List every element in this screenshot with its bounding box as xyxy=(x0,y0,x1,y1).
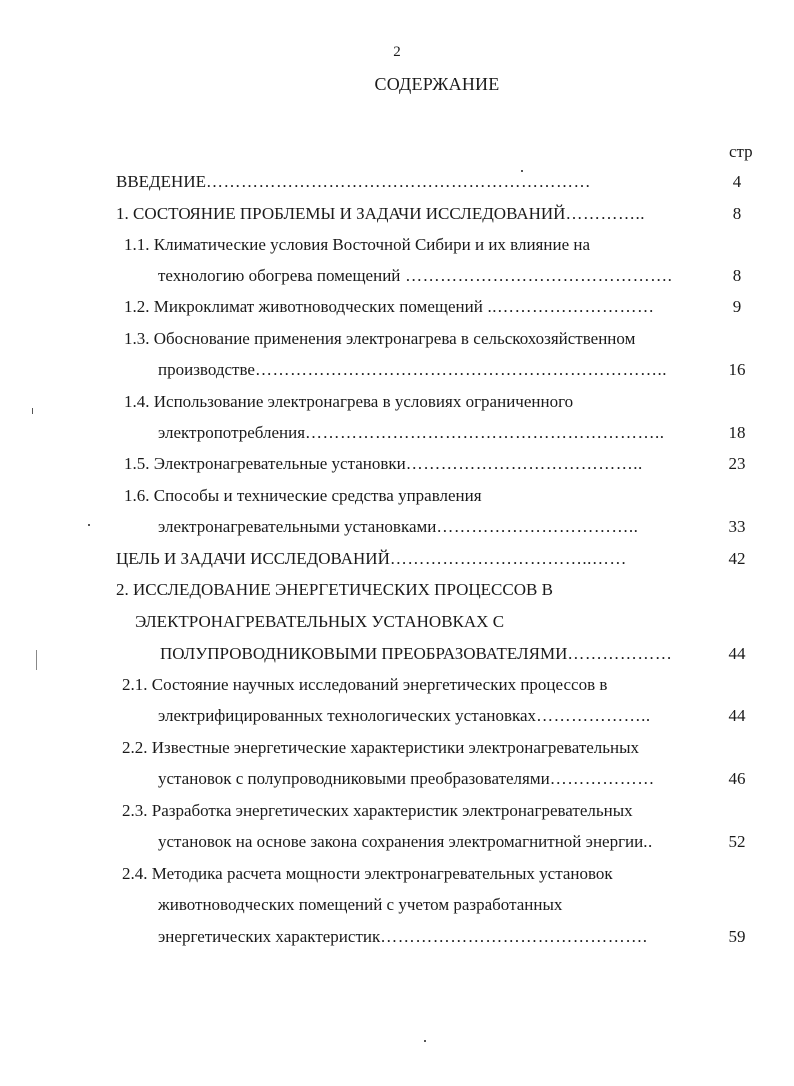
toc-entry-2-3[interactable] xyxy=(122,800,710,822)
dot-leader: …………………………………………………………….. xyxy=(254,360,667,379)
scan-speck xyxy=(521,170,523,172)
scan-speck xyxy=(88,524,90,526)
toc-entry-text: 1.1. Климатические условия Восточной Сибири и их влияние на xyxy=(124,235,591,254)
toc-entry-introduction[interactable] xyxy=(116,171,710,193)
page-column-header: стр xyxy=(729,142,753,161)
toc-entry-text: 2.4. Методика расчета мощности электронагревательных установок xyxy=(122,864,613,883)
toc-entry-2-1-cont[interactable] xyxy=(158,705,710,727)
toc-entry-2-2[interactable] xyxy=(122,737,710,759)
toc-page-number: 9 xyxy=(732,297,742,316)
toc-entry-text: производстве xyxy=(158,360,255,379)
toc-entry-1-4-cont[interactable] xyxy=(158,422,710,444)
dot-leader: ………………………………………. xyxy=(400,266,673,285)
toc-entry-1-4[interactable] xyxy=(124,391,710,413)
toc-entry-2-4[interactable] xyxy=(122,863,710,885)
toc-entry-2-1[interactable] xyxy=(122,674,710,696)
dot-leader: …………………………………………………….. xyxy=(305,423,665,442)
toc-entry-text: 2.1. Состояние научных исследований энергетических процессов в xyxy=(122,675,608,694)
toc-entry-text: 1.3. Обоснование применения электронагрева в сельскохозяйственном xyxy=(124,329,636,348)
dot-leader: ……………………………..…… xyxy=(389,549,627,568)
toc-entry-text: 1.4. Использование электронагрева в условиях ограниченного xyxy=(124,392,574,411)
scan-speck xyxy=(36,650,37,670)
dot-leader: .. xyxy=(643,832,653,851)
toc-entry-goals[interactable] xyxy=(116,548,710,570)
toc-entry-2-4-cont2[interactable] xyxy=(158,926,710,948)
toc-entry-text: 2.2. Известные энергетические характеристики электронагревательных xyxy=(122,738,640,757)
page-number: 2 xyxy=(393,44,401,60)
toc-entry-text: энергетических характеристик xyxy=(158,927,381,946)
toc-entry-1-1[interactable] xyxy=(124,234,710,256)
toc-page-number: 59 xyxy=(728,927,746,946)
toc-entry-text: ЦЕЛЬ И ЗАДАЧИ ИССЛЕДОВАНИЙ xyxy=(116,549,390,568)
toc-entry-text: электрифицированных технологических установках xyxy=(158,706,537,725)
dot-leader: ……………… xyxy=(549,769,655,788)
toc-entry-1-6-cont[interactable] xyxy=(158,516,710,538)
toc-page-number: 18 xyxy=(728,423,746,442)
toc-page-number: 16 xyxy=(728,360,746,379)
dot-leader: ………….. xyxy=(565,204,645,223)
toc-entry-text: 1.2. Микроклимат животноводческих помещений xyxy=(124,297,483,316)
toc-entry-text: ПОЛУПРОВОДНИКОВЫМИ ПРЕОБРАЗОВАТЕЛЯМИ xyxy=(160,644,568,663)
toc-entry-text: электропотребления xyxy=(158,423,306,442)
dot-leader: ………………………………………. xyxy=(380,927,648,946)
toc-entry-text: ВВЕДЕНИЕ xyxy=(116,172,206,191)
toc-entry-text: животноводческих помещений с учетом разработанных xyxy=(158,895,563,914)
toc-entry-text: 2. ИССЛЕДОВАНИЕ ЭНЕРГЕТИЧЕСКИХ ПРОЦЕССОВ В xyxy=(116,580,553,599)
toc-page-number: 46 xyxy=(728,769,746,788)
toc-entry-text: 1.6. Способы и технические средства управления xyxy=(124,486,482,505)
toc-page-number: 8 xyxy=(732,204,742,223)
dot-leader: ……………….. xyxy=(536,706,651,725)
toc-entry-chapter-2[interactable] xyxy=(116,579,710,601)
dot-leader: ……………… xyxy=(567,644,673,663)
toc-entry-text: 1. СОСТОЯНИЕ ПРОБЛЕМЫ И ЗАДАЧИ ИССЛЕДОВАНИЙ xyxy=(116,204,566,223)
toc-entry-chapter-1[interactable] xyxy=(116,203,710,225)
toc-entry-1-1-cont[interactable] xyxy=(158,265,710,287)
toc-entry-text: ЭЛЕКТРОНАГРЕВАТЕЛЬНЫХ УСТАНОВКАХ С xyxy=(135,612,505,631)
toc-entry-text: 2.3. Разработка энергетических характеристик электронагревательных xyxy=(122,801,633,820)
dot-leader: …………………………….. xyxy=(436,517,639,536)
toc-entry-1-5[interactable] xyxy=(124,453,710,475)
toc-entry-text: установок с полупроводниковыми преобразователями xyxy=(158,769,550,788)
toc-entry-text: установок на основе закона сохранения электромагнитной энергии xyxy=(158,832,644,851)
scan-speck xyxy=(32,408,33,414)
toc-page-number: 52 xyxy=(728,832,746,851)
dot-leader: ..……………………… xyxy=(482,297,655,316)
toc-entry-1-3-cont[interactable] xyxy=(158,359,710,381)
toc-page-number: 23 xyxy=(728,454,746,473)
toc-entry-text: электронагревательными установками xyxy=(158,517,437,536)
page-title: СОДЕРЖАНИЕ xyxy=(374,74,500,94)
toc-entry-1-2[interactable] xyxy=(124,296,710,318)
toc-entry-chapter-2-cont[interactable] xyxy=(135,611,710,633)
toc-page-number: 33 xyxy=(728,517,746,536)
toc-entry-chapter-2-cont2[interactable] xyxy=(160,643,710,665)
scan-speck xyxy=(424,1040,426,1042)
dot-leader: ………………………………………………………… xyxy=(205,172,591,191)
dot-leader: ………………………………….. xyxy=(405,454,643,473)
toc-page-number: 44 xyxy=(728,644,746,663)
toc-entry-1-3[interactable] xyxy=(124,328,710,350)
toc-page-number: 42 xyxy=(728,549,746,568)
toc-page-number: 4 xyxy=(732,172,742,191)
toc-page-number: 8 xyxy=(732,266,742,285)
toc-entry-2-3-cont[interactable] xyxy=(158,831,710,853)
toc-entry-2-2-cont[interactable] xyxy=(158,768,710,790)
toc-entry-text: технологию обогрева помещений xyxy=(158,266,401,285)
toc-entry-text: 1.5. Электронагревательные установки xyxy=(124,454,406,473)
toc-page-number: 44 xyxy=(728,706,746,725)
toc-entry-2-4-cont[interactable] xyxy=(158,894,710,916)
toc-entry-1-6[interactable] xyxy=(124,485,710,507)
